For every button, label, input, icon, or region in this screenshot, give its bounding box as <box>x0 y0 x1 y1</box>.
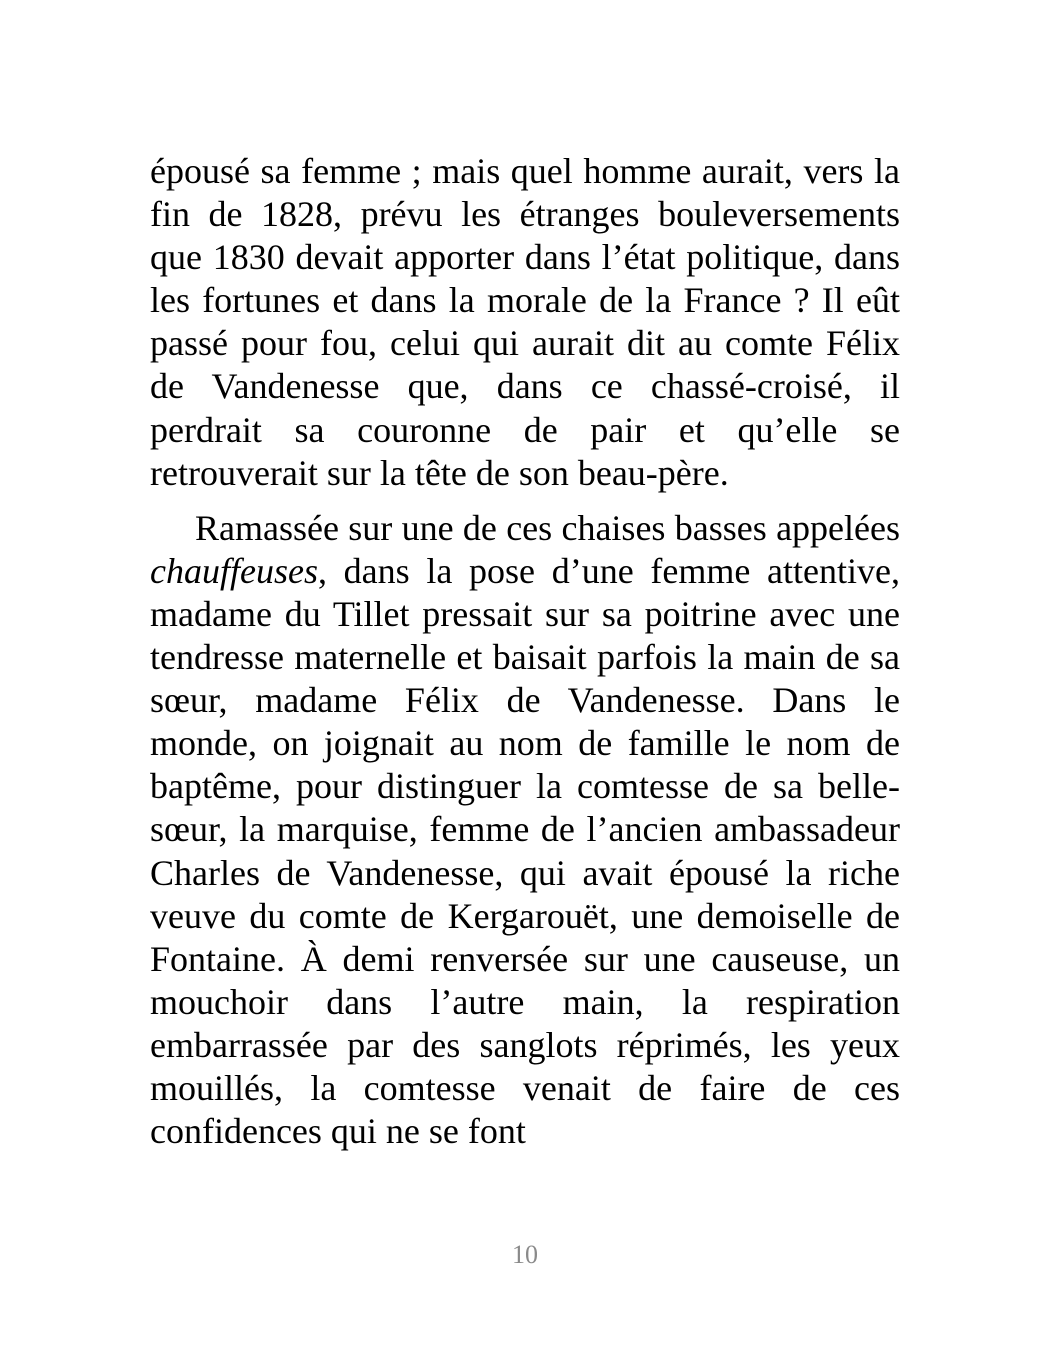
paragraph-1-text: épousé sa femme ; mais quel homme aurait, vers la fin de 1828, prévu les étranges bouleversements que 1830 devait apporter dans l’état politique, dans les fortunes et dans la morale de la France ? Il eût passé pour fou, celui qui aurait dit au comte Félix de Vandenesse que, dans ce chassé-croisé, il perdrait sa couronne de pair et qu’elle se retrouverait sur la tête de son beau-père. <box>150 151 900 493</box>
paragraph-2 <box>150 507 900 1153</box>
paragraph-2-text-rest: , dans la pose d’une femme attentive, madame du Tillet pressait sur sa poitrine avec une tendresse maternelle et baisait parfois la main de sa sœur, madame Félix de Vandenesse. Dans le monde, on joignait au nom de famille le nom de baptême, pour distinguer la comtesse de sa belle-sœur, la marquise, femme de l’ancien ambassadeur Charles de Vandenesse, qui avait épousé la riche veuve du comte de Kergarouët, une demoiselle de Fontaine. À demi renversée sur une causeuse, un mouchoir dans l’autre main, la respiration embarrassée par des sanglots réprimés, les yeux mouillés, la comtesse venait de faire de ces confidences qui ne se font <box>150 550 900 1152</box>
paragraph-2-text-start: Ramassée sur une de ces chaises basses appelées <box>195 507 900 548</box>
body-text <box>150 150 900 1153</box>
paragraph-1 <box>150 150 900 495</box>
italic-term: chauffeuses <box>150 550 318 591</box>
page-number: 10 <box>512 1240 538 1269</box>
